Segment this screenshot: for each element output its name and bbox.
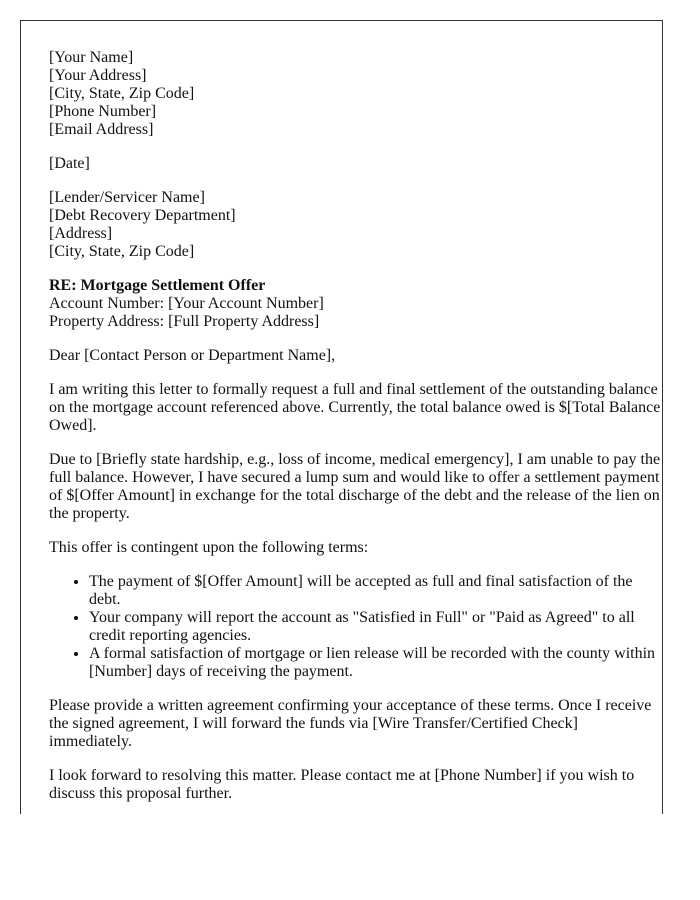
sender-address: [Your Address] [49,67,147,84]
salutation: Dear [Contact Person or Department Name], [49,347,336,364]
date: [Date] [49,155,90,172]
sender-email: [Email Address] [49,121,154,138]
list-item: • A formal satisfaction of mortgage or lien release will be recorded with the county within [Number] days of receiving the payment. [89,645,662,681]
account-number: Account Number: [Your Account Number] [49,295,324,312]
recipient-city: [City, State, Zip Code] [49,243,195,260]
body-paragraph: I am writing this letter to formally request a full and final settlement of the outstanding balance on the mortgage account referenced above. Currently, the total balance owed is $[Total Balance Owed]. [49,381,661,434]
recipient-department: [Debt Recovery Department] [49,207,236,224]
letter-page [20,20,663,814]
body-paragraph: I look forward to resolving this matter. Please contact me at [Phone Number] if you wish to discuss this proposal further. [49,767,635,802]
recipient-address: [Address] [49,225,113,242]
sender-name: [Your Name] [49,49,134,66]
body-paragraph: Please provide a written agreement confirming your acceptance of these terms. Once I receive the signed agreement, I will forward the funds via [Wire Transfer/Certified Check] immediately. [49,697,652,750]
sender-city: [City, State, Zip Code] [49,85,195,102]
property-address: Property Address: [Full Property Address] [49,313,320,330]
sender-phone: [Phone Number] [49,103,157,120]
recipient-block [49,189,662,261]
list-item: • The payment of $[Offer Amount] will be accepted as full and final satisfaction of the debt. [89,573,662,609]
body-paragraph: Due to [Briefly state hardship, e.g., loss of income, medical emergency], I am unable to pay the full balance. However, I have secured a lump sum and would like to offer a settlement payment of $[Offer Amount] in exchange for the total discharge of the debt and the release of the lien on the property. [49,451,661,522]
subject-line: RE: Mortgage Settlement Offer [49,277,266,294]
list-item: • Your company will report the account as "Satisfied in Full" or "Paid as Agreed" to all credit reporting agencies. [89,609,662,645]
body-paragraph: This offer is contingent upon the following terms: [49,539,369,556]
recipient-name: [Lender/Servicer Name] [49,189,205,206]
terms-list [49,573,662,681]
re-block [49,277,662,331]
sender-block [49,49,662,139]
